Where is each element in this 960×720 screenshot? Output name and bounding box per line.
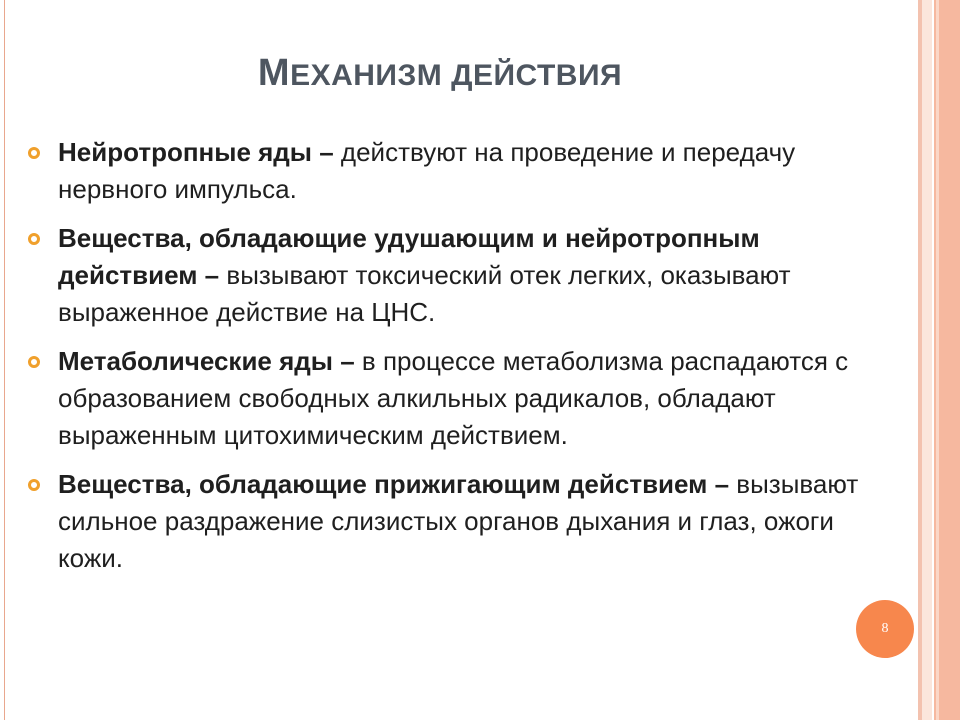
right-border-strip xyxy=(922,0,932,720)
item-term: Вещества, обладающие удушающим и нейротропным действием – xyxy=(58,223,760,290)
item-term: Метаболические яды – xyxy=(58,346,355,376)
bullet-list xyxy=(28,134,888,589)
circle-bullet-icon xyxy=(28,233,40,245)
title-rest: ЕХАНИЗМ ДЕЙСТВИЯ xyxy=(290,59,623,92)
item-term: Вещества, обладающие прижигающим действием – xyxy=(58,469,730,499)
list-item xyxy=(28,220,888,331)
list-item xyxy=(28,134,888,208)
left-border-line xyxy=(4,0,5,720)
title-first-letter: М xyxy=(257,52,291,94)
item-text: в процессе метаболизма распадаются с образованием свободных алкильных радикалов, обладают выраженным цитохимическим действием. xyxy=(58,346,849,450)
right-border-strip xyxy=(936,0,939,720)
item-text: вызывают сильное раздражение слизистых органов дыхания и глаз, ожоги кожи. xyxy=(58,469,859,573)
slide-title xyxy=(0,52,880,95)
circle-bullet-icon xyxy=(28,479,40,491)
page-number-badge: 8 xyxy=(856,600,914,658)
item-term: Нейротропные яды – xyxy=(58,137,334,167)
list-item xyxy=(28,466,888,577)
item-text: действуют на проведение и передачу нервного импульса. xyxy=(58,137,796,204)
circle-bullet-icon xyxy=(28,356,40,368)
item-text: вызывают токсический отек легких, оказывают выраженное действие на ЦНС. xyxy=(58,260,791,327)
circle-bullet-icon xyxy=(28,147,40,159)
list-item xyxy=(28,343,888,454)
